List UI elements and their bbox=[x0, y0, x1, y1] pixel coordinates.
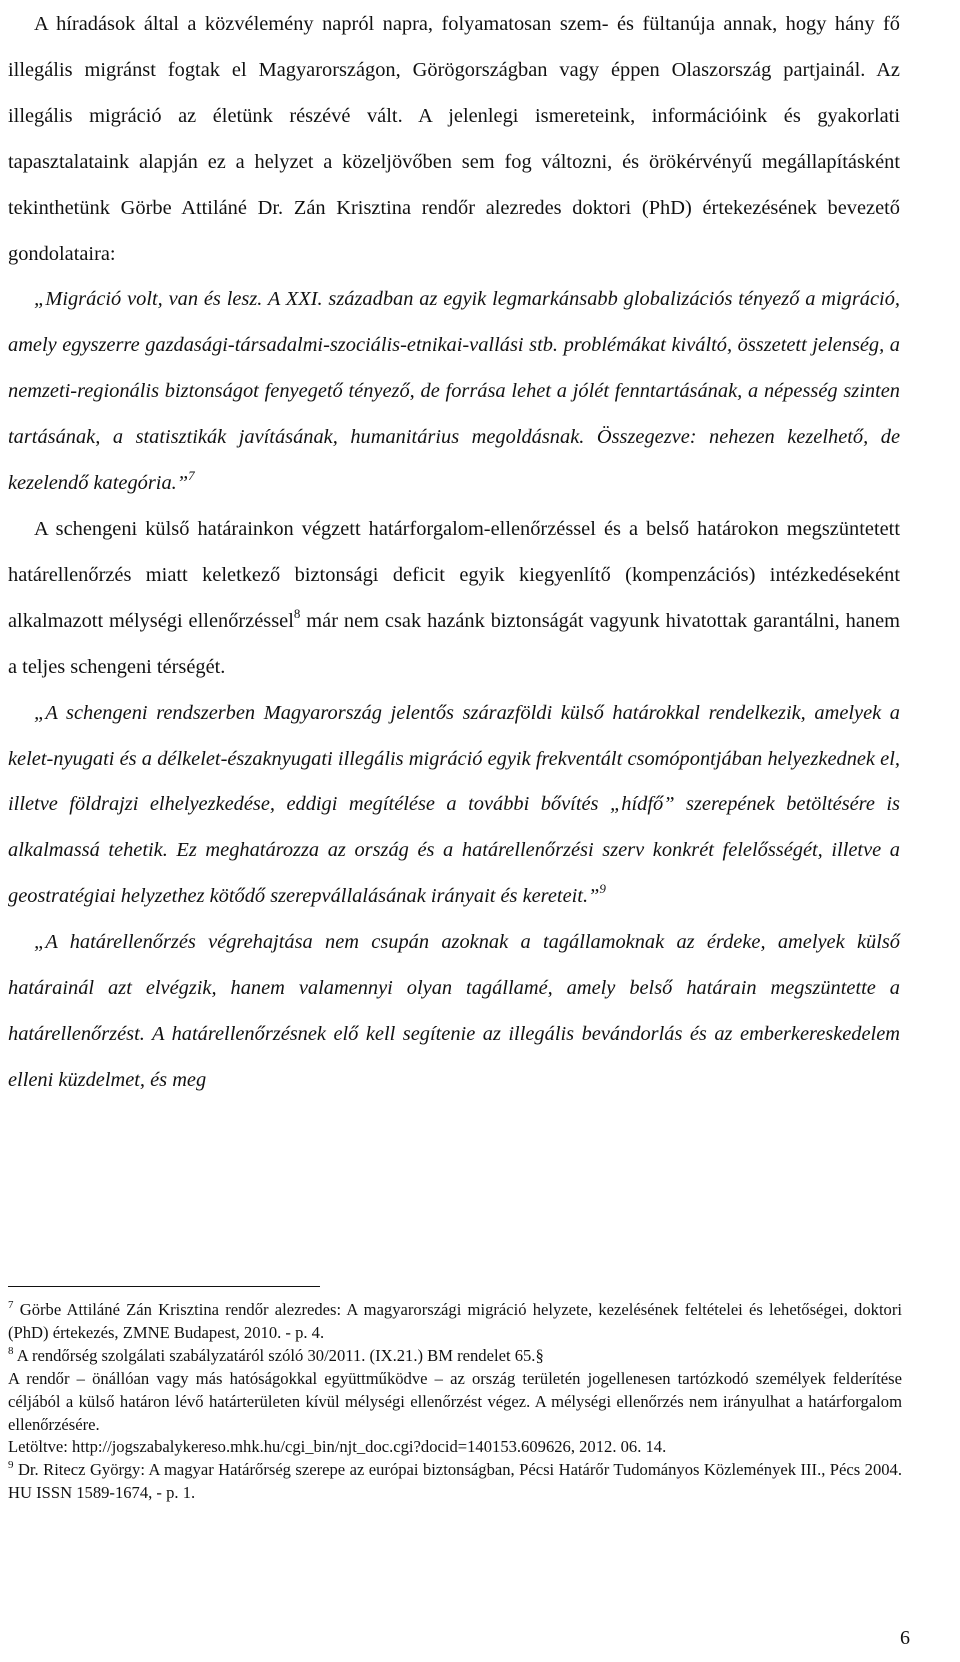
footnote-7 bbox=[8, 1299, 902, 1345]
schengen-paragraph-text: A schengeni külső határainkon végzett határforgalom-ellenőrzéssel és a belső határokon megszüntetett határellenőrzés miatt keletkező biztonsági deficit egyik kiegyenlítő (kompenzációs) intézkedéseként alkalmazott mélységi ellenőrzéssel bbox=[8, 517, 900, 632]
quote-border-control: „A határellenőrzés végrehajtása nem csupán azoknak a tagállamoknak az érdeke, amelyek külső határainál azt elvégzik, hanem valamennyi olyan tagállamé, amely belső határain megszüntette a határellenőrzést. A határellenőrzésnek elő kell segítenie az illegális bevándorlás és az emberkereskedelem elleni küzdelmet, és meg bbox=[8, 931, 900, 1091]
footnote-8-continuation: A rendőr – önállóan vagy más hatóságokkal együttműködve – az ország területén jogellenesen tartózkodó személyek felderítése céljából a külső határon lévő határterületen kívül mélységi ellenőrzést végez. A mélységi ellenőrzés nem irányulhat a határforgalom ellenőrzésére. bbox=[8, 1368, 902, 1434]
footnote-7-text: Görbe Attiláné Zán Krisztina rendőr alezredes: A magyarországi migráció helyzete, kezelésének feltételei és lehetőségei, doktori (PhD) értekezés, ZMNE Budapest, 2010. - p. 4. bbox=[8, 1300, 902, 1342]
footnote-8 bbox=[8, 1345, 902, 1368]
footnote-9-number: 9 bbox=[8, 1459, 14, 1472]
quote-schengen-system-text: „A schengeni rendszerben Magyarország jelentős szárazföldi külső határokkal rendelkezik, amelyek a kelet-nyugati és a délkelet-északnyugati illegális migráció egyik frekventált csomópontjában helyezkednek el, illetve földrajzi elhelyezkedése, eddigi megítélése a további bővítés „hídfő” szerepének betöltésére is alkalmassá tehetik. Ez meghatározza az ország és a határellenőrzési szerv konkrét felelősségét, illetve a geostratégiai helyzethez kötődő szerepvállalásának irányait és kereteit.” bbox=[8, 701, 900, 908]
page-number: 6 bbox=[900, 1627, 910, 1649]
footnote-8-number: 8 bbox=[8, 1344, 14, 1357]
schengen-paragraph bbox=[8, 507, 900, 691]
footnotes bbox=[8, 1299, 902, 1505]
footnote-7-number: 7 bbox=[8, 1299, 14, 1311]
footnote-8-source: Letöltve: http://jogszabalykereso.mhk.hu/cgi_bin/njt_doc.cgi?docid=140153.609626, 2012. 06. 14. bbox=[8, 1437, 667, 1457]
footnote-8-text: A rendőrség szolgálati szabályzatáról szóló 30/2011. (IX.21.) BM rendelet 65.§ bbox=[13, 1345, 544, 1365]
quote-schengen-system bbox=[8, 691, 900, 921]
footnote-ref-7: 7 bbox=[188, 468, 195, 484]
footnote-9-text: Dr. Ritecz György: A magyar Határőrség szerepe az európai biztonságban, Pécsi Határőr Tudományos Közlemények III., Pécs 2004. HU ISSN 1589-1674, - p. 1. bbox=[8, 1460, 902, 1503]
body-text bbox=[8, 2, 900, 1104]
intro-paragraph: A híradások által a közvélemény napról napra, folyamatosan szem- és fültanúja annak, hogy hány fő illegális migránst fogtak el Magyarországon, Görögországban vagy éppen Olaszország partjainál. Az illegális migráció az életünk részévé vált. A jelenlegi ismereteink, információink és gyakorlati tapasztalataink alapján ez a helyzet a közeljövőben sem fog változni, és örökérvényű megállapításként tekinthetünk Görbe Attiláné Dr. Zán Krisztina rendőr alezredes doktori (PhD) értekezésének bevezető gondolataira: bbox=[8, 13, 900, 265]
quote-migration bbox=[8, 277, 900, 507]
footnote-separator bbox=[8, 1286, 320, 1287]
footnote-9 bbox=[8, 1459, 902, 1505]
quote-migration-text: „Migráció volt, van és lesz. A XXI. században az egyik legmarkánsabb globalizációs tényező a migráció, amely egyszerre gazdasági-társadalmi-szociális-etnikai-vallási stb. problémákat kiváltó, összetett jelenség, a nemzeti-regionális biztonságot fenyegető tényező, de forrása lehet a jólét fenntartásának, a népesség szinten tartásának, a statisztikák javításának, humanitárius megoldásnak. Összegezve: nehezen kezelhető, de kezelendő kategória.” bbox=[8, 288, 900, 495]
footnote-ref-8: 8 bbox=[293, 605, 301, 621]
footnote-ref-9: 9 bbox=[599, 881, 606, 897]
schengen-paragraph-rest: már nem csak hazánk biztonságát vagyunk hivatottak garantálni, hanem a teljes schengeni térségét. bbox=[8, 609, 900, 678]
